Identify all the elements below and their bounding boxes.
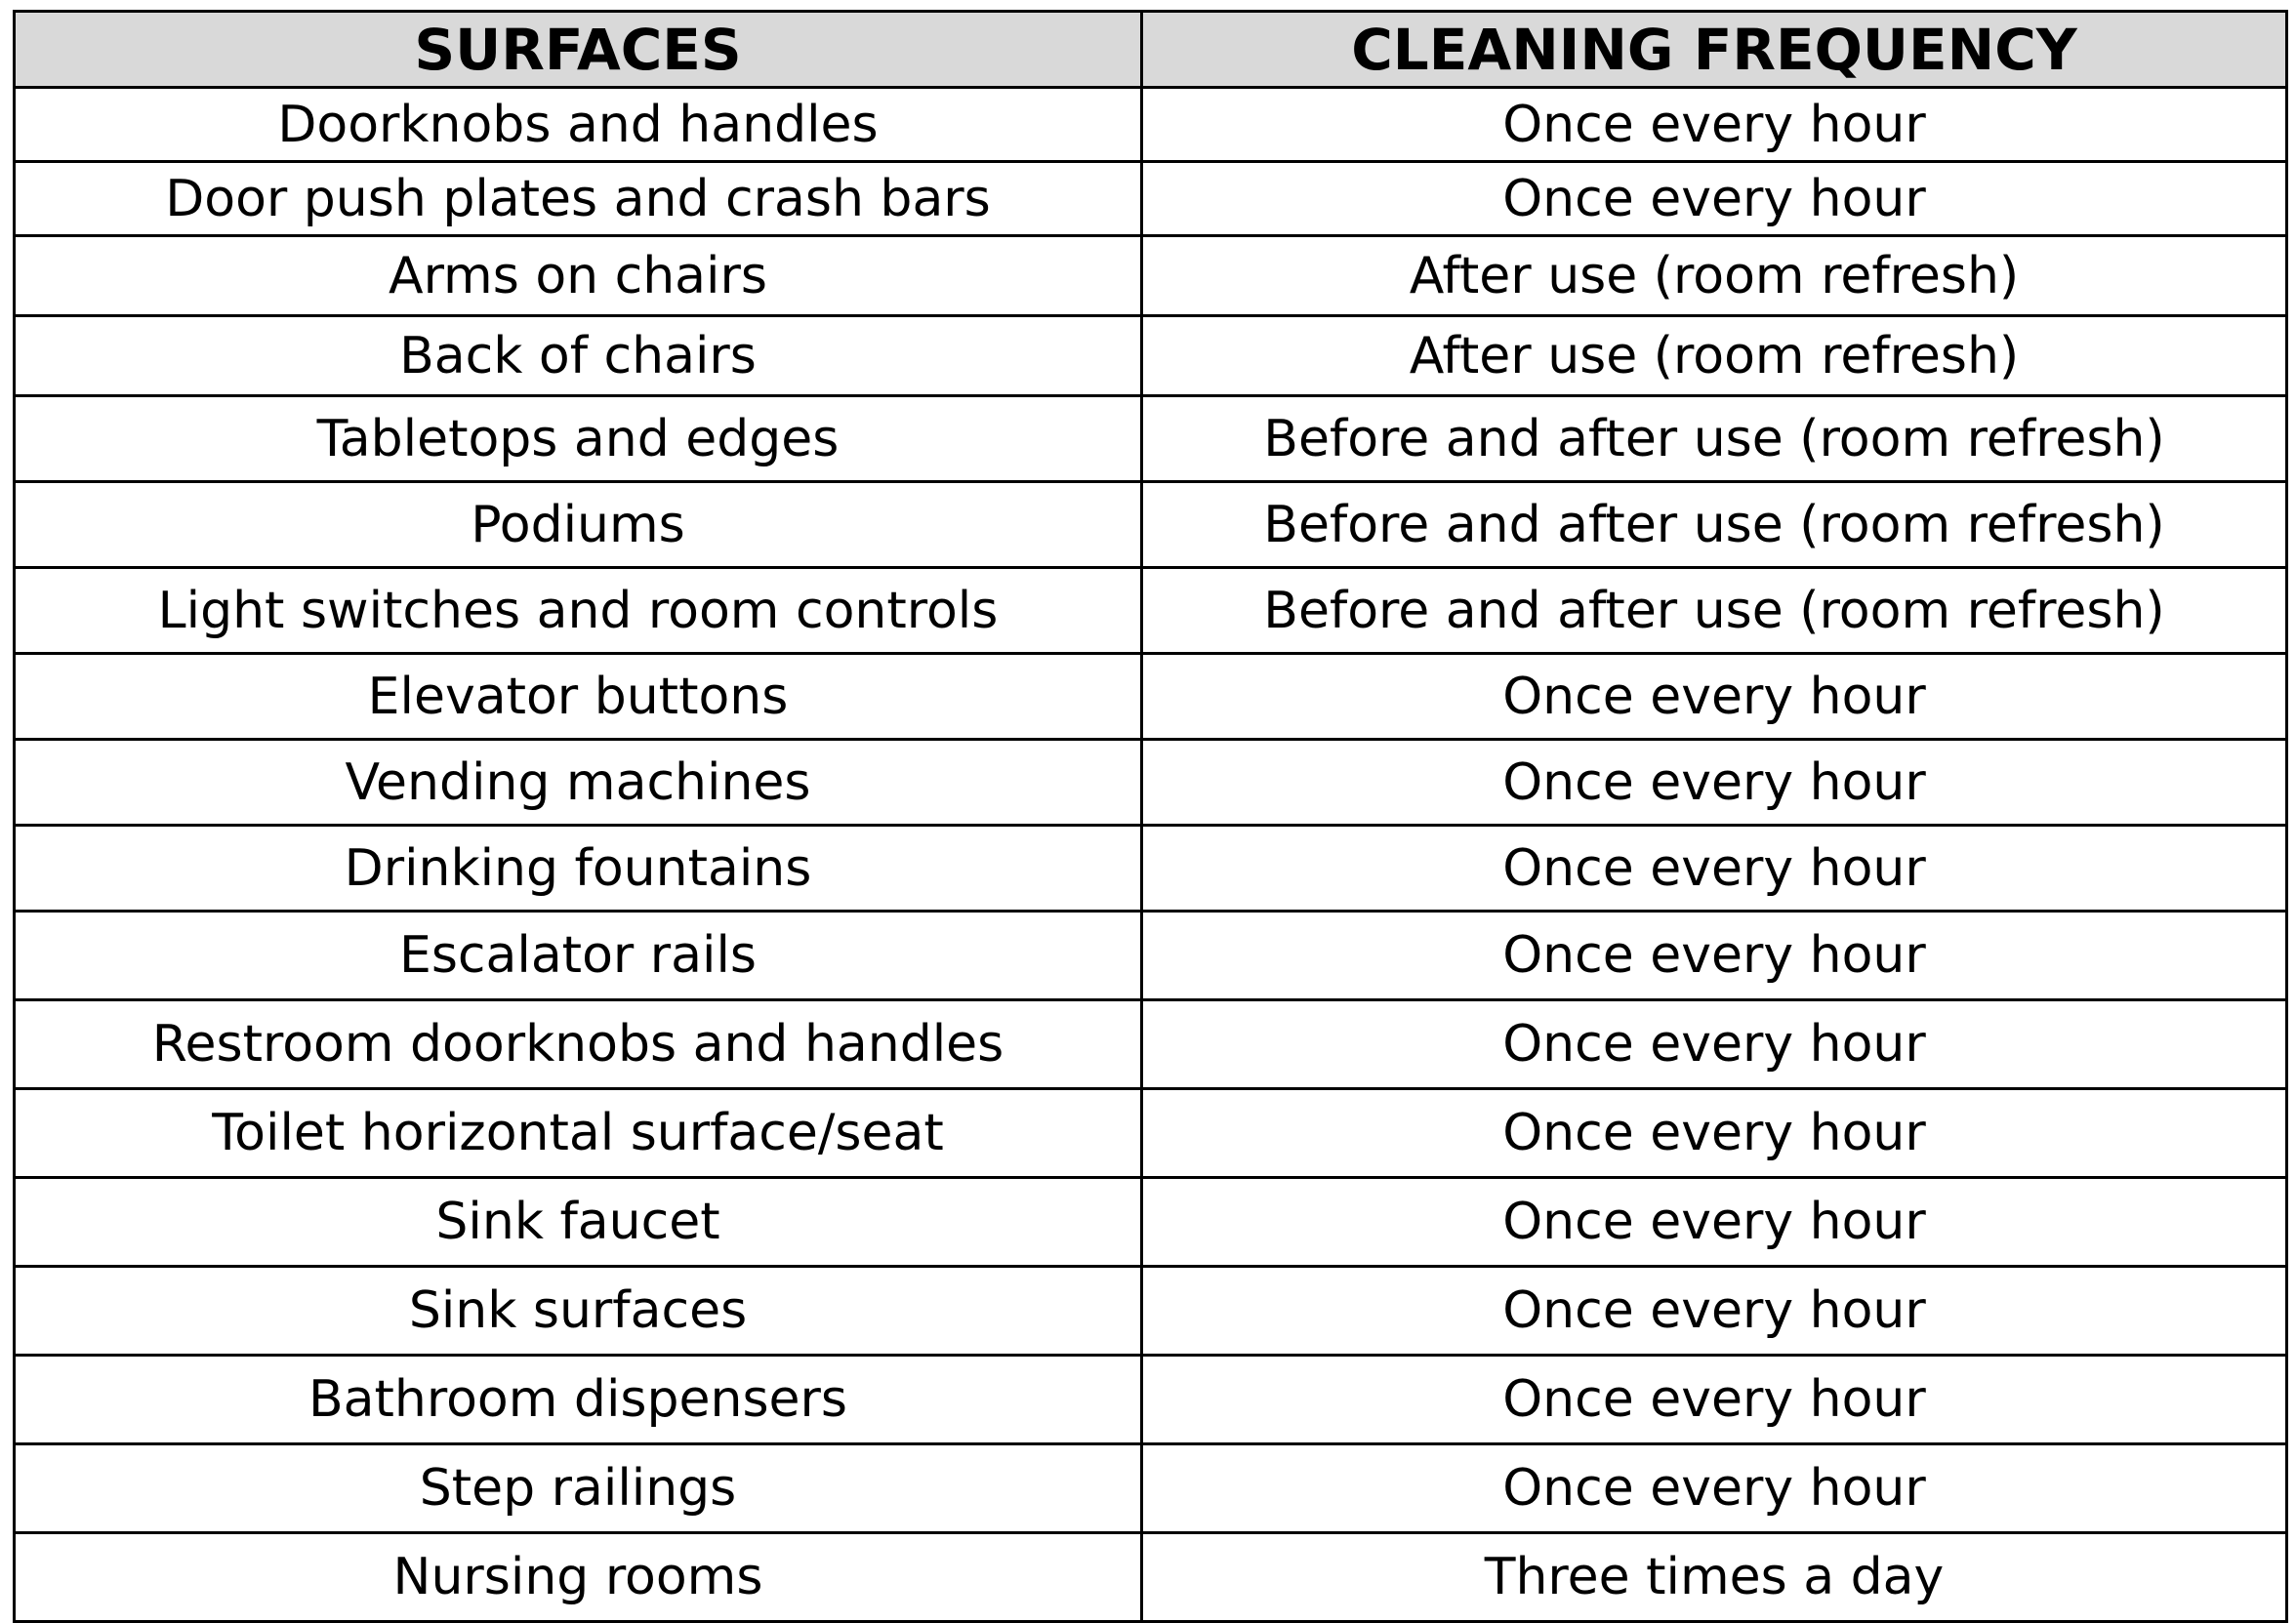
column-header-cleaning-frequency: CLEANING FREQUENCY: [1142, 12, 2287, 88]
surface-cell: Elevator buttons: [15, 654, 1142, 740]
surface-cell: Restroom doorknobs and handles: [15, 1000, 1142, 1089]
surface-cell: Light switches and room controls: [15, 568, 1142, 654]
table-row: [15, 162, 2287, 236]
frequency-cell: Once every hour: [1142, 1444, 2287, 1533]
table-row: [15, 396, 2287, 482]
frequency-cell: Once every hour: [1142, 654, 2287, 740]
table-row: [15, 482, 2287, 568]
frequency-cell: Once every hour: [1142, 1089, 2287, 1178]
table-row: [15, 236, 2287, 316]
frequency-cell: Once every hour: [1142, 740, 2287, 826]
frequency-cell: Once every hour: [1142, 912, 2287, 1000]
frequency-cell: Once every hour: [1142, 1000, 2287, 1089]
table-row: [15, 740, 2287, 826]
table-row: [15, 1444, 2287, 1533]
surface-cell: Sink surfaces: [15, 1267, 1142, 1356]
surface-cell: Sink faucet: [15, 1178, 1142, 1267]
table-row: [15, 88, 2287, 162]
frequency-cell: Once every hour: [1142, 88, 2287, 162]
table-row: [15, 912, 2287, 1000]
surface-cell: Step railings: [15, 1444, 1142, 1533]
frequency-cell: Once every hour: [1142, 1267, 2287, 1356]
frequency-cell: Once every hour: [1142, 826, 2287, 912]
cleaning-frequency-table: [13, 10, 2288, 1623]
surface-cell: Back of chairs: [15, 316, 1142, 396]
table-row: [15, 1356, 2287, 1444]
surface-cell: Escalator rails: [15, 912, 1142, 1000]
table-row: [15, 1000, 2287, 1089]
table-row: [15, 1533, 2287, 1622]
surface-cell: Drinking fountains: [15, 826, 1142, 912]
table-row: [15, 654, 2287, 740]
surface-cell: Toilet horizontal surface/seat: [15, 1089, 1142, 1178]
frequency-cell: Once every hour: [1142, 1356, 2287, 1444]
table-row: [15, 1178, 2287, 1267]
table-row: [15, 1267, 2287, 1356]
frequency-cell: Before and after use (room refresh): [1142, 568, 2287, 654]
frequency-cell: Before and after use (room refresh): [1142, 482, 2287, 568]
table-header-row: [15, 12, 2287, 88]
frequency-cell: Before and after use (room refresh): [1142, 396, 2287, 482]
table-row: [15, 316, 2287, 396]
column-header-surfaces: SURFACES: [15, 12, 1142, 88]
surface-cell: Tabletops and edges: [15, 396, 1142, 482]
surface-cell: Nursing rooms: [15, 1533, 1142, 1622]
table-row: [15, 826, 2287, 912]
table-row: [15, 568, 2287, 654]
surface-cell: Arms on chairs: [15, 236, 1142, 316]
surface-cell: Doorknobs and handles: [15, 88, 1142, 162]
surface-cell: Vending machines: [15, 740, 1142, 826]
frequency-cell: After use (room refresh): [1142, 316, 2287, 396]
frequency-cell: Three times a day: [1142, 1533, 2287, 1622]
frequency-cell: After use (room refresh): [1142, 236, 2287, 316]
surface-cell: Door push plates and crash bars: [15, 162, 1142, 236]
surface-cell: Podiums: [15, 482, 1142, 568]
frequency-cell: Once every hour: [1142, 162, 2287, 236]
surface-cell: Bathroom dispensers: [15, 1356, 1142, 1444]
frequency-cell: Once every hour: [1142, 1178, 2287, 1267]
table-row: [15, 1089, 2287, 1178]
